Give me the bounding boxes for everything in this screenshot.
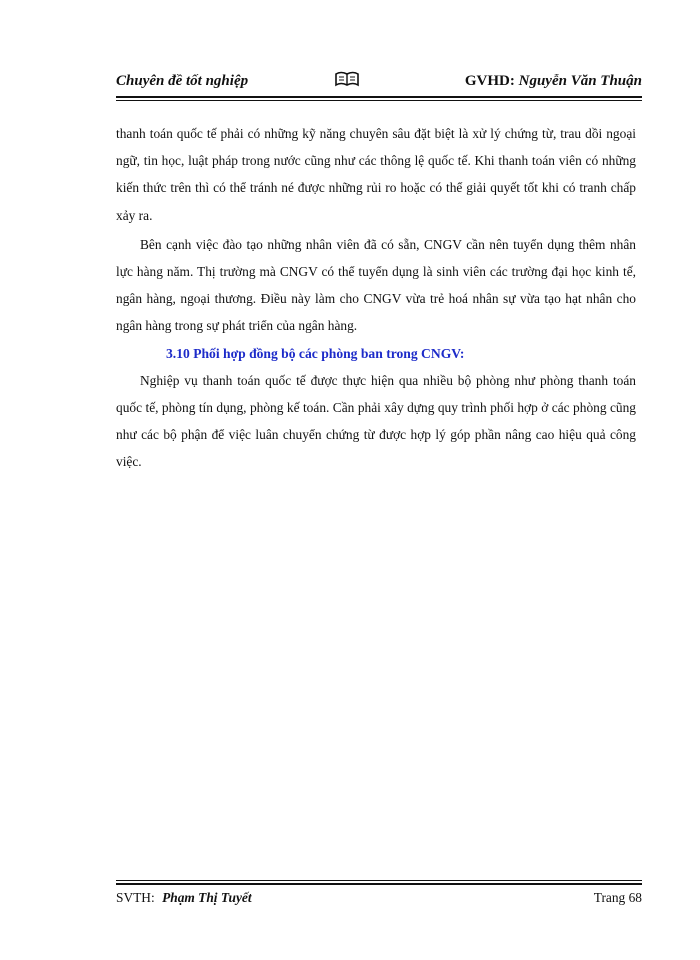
header-document-type: Chuyên đề tốt nghiệp bbox=[116, 73, 249, 89]
section-heading: 3.10 Phối hợp đồng bộ các phòng ban trong CNGV: bbox=[166, 345, 465, 361]
footer-rule-thick bbox=[116, 883, 642, 885]
body-paragraph: Bên cạnh việc đào tạo những nhân viên đã có sẵn, CNGV cần nên tuyển dụng thêm nhân lực hàng năm. Thị trường mà CNGV có thể tuyển dụng là sinh viên các trường đại học kinh tế, ngân hàng, ngoại thương. Điều này làm cho CNGV vừa trẻ hoá nhân sự vừa tạo hạt nhân cho ngân hàng trong sự phát triển của ngân hàng. bbox=[116, 236, 636, 334]
footer-student-name: Phạm Thị Tuyết bbox=[162, 890, 252, 905]
header-advisor-name: Nguyễn Văn Thuận bbox=[518, 73, 642, 89]
body-paragraph: Nghiệp vụ thanh toán quốc tế được thực hiện qua nhiều bộ phòng như phòng thanh toán quốc tế, phòng tín dụng, phòng kế toán. Cần phải xây dựng quy trình phối hợp ở các phòng cũng như các bộ phận để việc luân chuyển chứng từ được hợp lý góp phần nâng cao hiệu quả công việc. bbox=[116, 372, 636, 470]
body-paragraph: thanh toán quốc tế phải có những kỹ năng chuyên sâu đặt biệt là xử lý chứng từ, trau dồi ngoại ngữ, tin học, luật pháp trong nước cũng như các thông lệ quốc tế. Khi thanh toán viên có những kiến thức trên thì có thể tránh né được những rủi ro hoặc có thể giải quyết tốt khi có tranh chấp xảy ra. bbox=[116, 126, 636, 223]
page-number: Trang 68 bbox=[593, 890, 642, 905]
header-rule-thick bbox=[116, 96, 642, 98]
page-body bbox=[116, 120, 636, 476]
footer-student-label: SVTH: bbox=[116, 890, 155, 905]
footer-student bbox=[116, 890, 252, 906]
book-ornament-icon bbox=[333, 70, 361, 88]
page-header bbox=[116, 68, 642, 98]
header-advisor bbox=[465, 73, 642, 90]
page-footer bbox=[116, 890, 642, 912]
header-rule-thin bbox=[116, 100, 642, 101]
header-advisor-label: GVHD: bbox=[464, 73, 515, 89]
footer-rule-thin bbox=[116, 880, 642, 881]
